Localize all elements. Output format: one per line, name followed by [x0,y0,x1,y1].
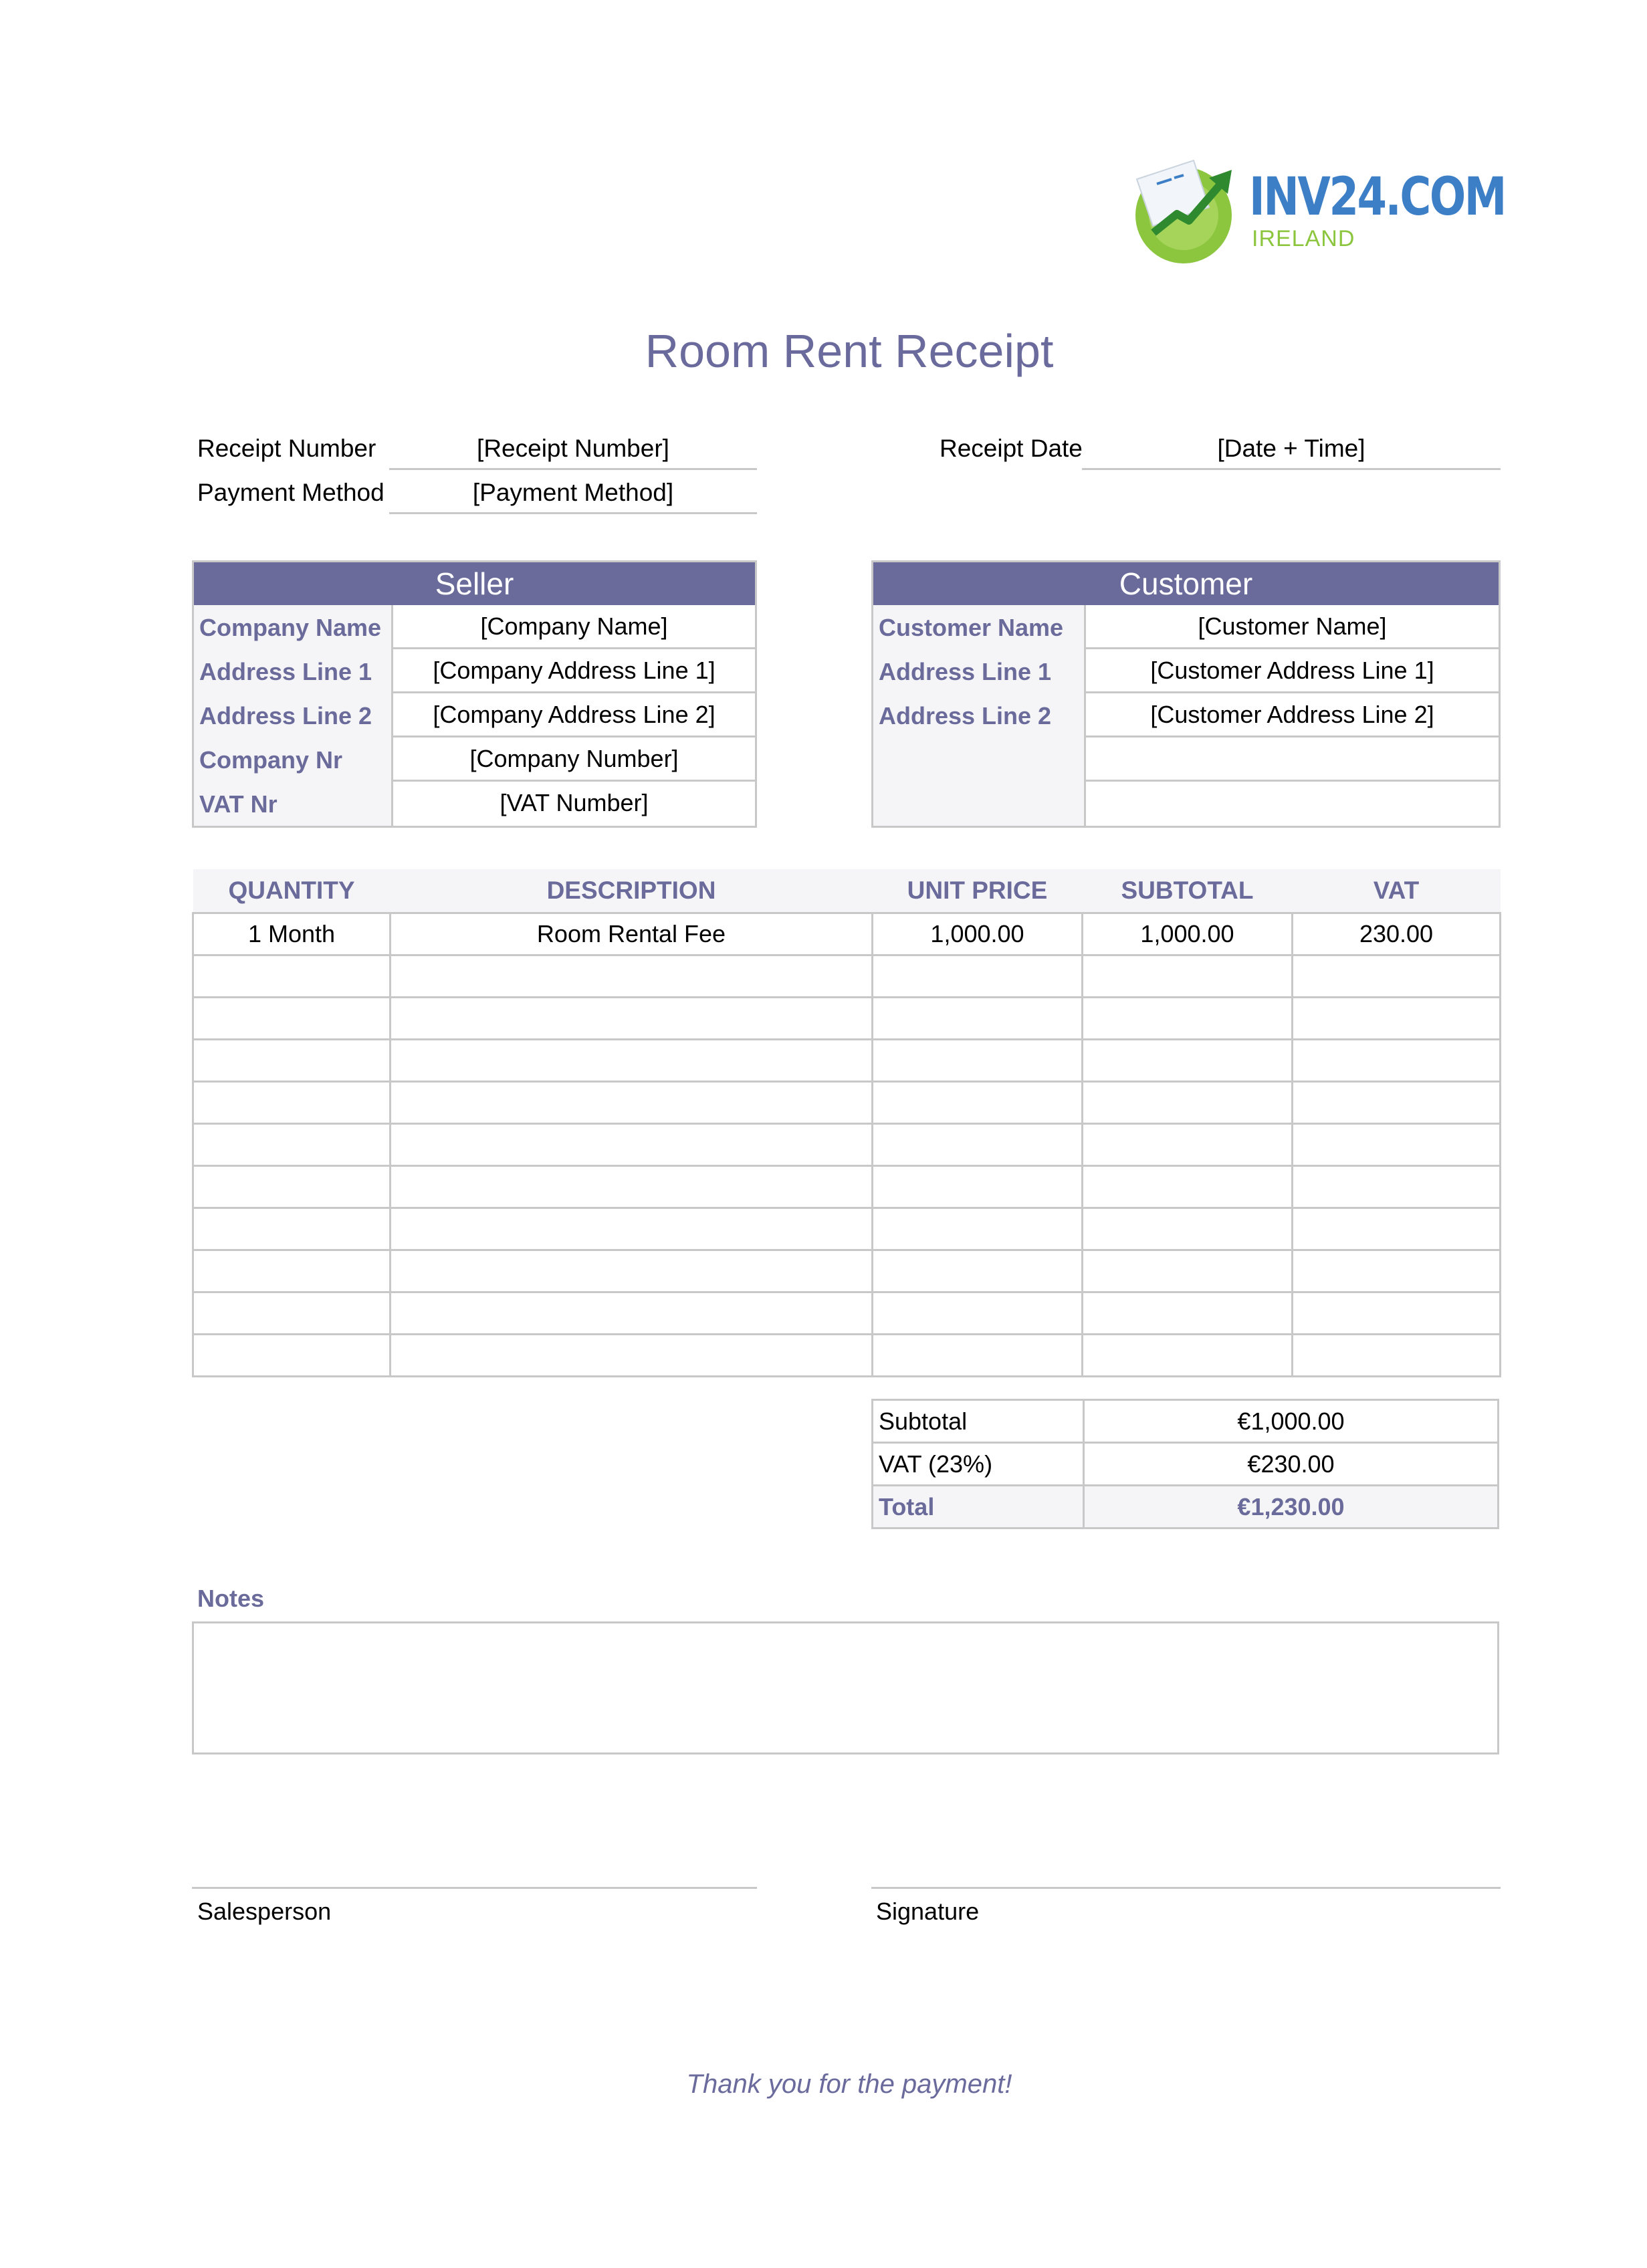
cell-description[interactable] [391,1208,873,1250]
seller-row-value[interactable]: [VAT Number] [391,782,755,826]
logo-icon [1130,154,1244,267]
payment-method-label: Payment Method [197,479,385,506]
seller-row-value[interactable]: [Company Address Line 1] [391,649,755,693]
cell-subtotal[interactable] [1083,1335,1293,1377]
signature-label: Signature [876,1898,980,1925]
items-body [193,913,1501,1377]
seller-row-label: VAT Nr [194,782,391,826]
seller-row-label: Address Line 1 [194,649,391,693]
table-row [193,913,1501,955]
customer-row-label [873,782,1084,826]
cell-quantity[interactable] [193,998,391,1040]
seller-row-label: Company Name [194,605,391,649]
total-value: €1,230.00 [1084,1486,1499,1528]
table-row [193,1166,1501,1208]
company-logo [1130,154,1505,267]
cell-unit-price[interactable] [873,1040,1083,1082]
receipt-date-label: Receipt Date [940,435,1083,462]
table-row [193,1208,1501,1250]
seller-panel [192,560,757,828]
seller-row-value[interactable]: [Company Name] [391,605,755,649]
table-row [193,1292,1501,1335]
cell-description[interactable] [391,1124,873,1166]
cell-vat[interactable] [1293,1082,1501,1124]
customer-row [873,605,1499,649]
items-table [192,869,1501,1377]
receipt-date-field[interactable]: [Date + Time] [1082,428,1501,470]
seller-row [194,693,755,738]
customer-heading: Customer [873,562,1499,605]
cell-quantity[interactable] [193,1335,391,1377]
table-row [193,1250,1501,1292]
col-header-quantity: QUANTITY [193,869,391,913]
seller-row [194,605,755,649]
table-row [193,1040,1501,1082]
seller-row-label: Address Line 2 [194,693,391,738]
col-header-vat: VAT [1293,869,1501,913]
cell-unit-price[interactable] [873,998,1083,1040]
payment-method-field[interactable]: [Payment Method] [389,472,757,514]
subtotal-label: Subtotal [873,1400,1084,1443]
notes-field[interactable] [192,1621,1499,1754]
customer-row-value[interactable] [1084,782,1499,826]
cell-vat[interactable] [1293,1335,1501,1377]
cell-subtotal[interactable] [1083,1250,1293,1292]
cell-subtotal[interactable] [1083,1040,1293,1082]
customer-row-label: Customer Name [873,605,1084,649]
cell-vat[interactable] [1293,1166,1501,1208]
customer-row-value[interactable] [1084,738,1499,782]
cell-quantity[interactable] [193,1208,391,1250]
seller-row-value[interactable]: [Company Number] [391,738,755,782]
customer-row-label [873,738,1084,782]
customer-row-value[interactable]: [Customer Address Line 1] [1084,649,1499,693]
cell-subtotal[interactable]: 1,000.00 [1083,913,1293,955]
customer-row-value[interactable]: [Customer Name] [1084,605,1499,649]
cell-quantity[interactable] [193,1166,391,1208]
customer-row [873,738,1499,782]
seller-row [194,649,755,693]
cell-quantity[interactable] [193,1124,391,1166]
seller-heading: Seller [194,562,755,605]
cell-unit-price[interactable] [873,1292,1083,1335]
logo-country-text: IRELAND [1252,226,1355,251]
subtotal-row [873,1400,1499,1443]
cell-description[interactable] [391,998,873,1040]
cell-subtotal[interactable] [1083,955,1293,998]
cell-description[interactable] [391,1040,873,1082]
total-label: Total [873,1486,1084,1528]
vat-row [873,1443,1499,1486]
cell-unit-price[interactable] [873,1335,1083,1377]
cell-unit-price[interactable] [873,1208,1083,1250]
receipt-number-field[interactable]: [Receipt Number] [389,428,757,470]
table-row [193,998,1501,1040]
cell-unit-price[interactable] [873,1250,1083,1292]
cell-subtotal[interactable] [1083,1124,1293,1166]
col-header-unit-price: UNIT PRICE [873,869,1083,913]
cell-vat[interactable] [1293,955,1501,998]
cell-vat[interactable]: 230.00 [1293,913,1501,955]
cell-subtotal[interactable] [1083,1292,1293,1335]
thank-you-message: Thank you for the payment! [686,2069,1012,2099]
total-row [873,1486,1499,1528]
cell-subtotal[interactable] [1083,1166,1293,1208]
table-row [193,1124,1501,1166]
cell-description[interactable] [391,1292,873,1335]
cell-vat[interactable] [1293,1250,1501,1292]
salesperson-label: Salesperson [197,1898,332,1925]
table-row [193,1335,1501,1377]
cell-quantity[interactable] [193,1292,391,1335]
cell-description[interactable]: Room Rental Fee [391,913,873,955]
receipt-number-label: Receipt Number [197,435,376,462]
seller-row [194,738,755,782]
totals-table [871,1399,1499,1529]
salesperson-line[interactable] [192,1887,757,1889]
col-header-subtotal: SUBTOTAL [1083,869,1293,913]
cell-quantity[interactable] [193,1040,391,1082]
signature-line[interactable] [871,1887,1501,1889]
customer-row-label: Address Line 1 [873,649,1084,693]
cell-unit-price[interactable] [873,1166,1083,1208]
customer-row [873,693,1499,738]
seller-row [194,782,755,826]
vat-value: €230.00 [1084,1443,1499,1486]
table-row [193,1082,1501,1124]
items-header-row [193,869,1501,913]
cell-description[interactable] [391,955,873,998]
customer-row [873,782,1499,826]
col-header-description: DESCRIPTION [391,869,873,913]
cell-vat[interactable] [1293,1208,1501,1250]
cell-unit-price[interactable] [873,1082,1083,1124]
table-row [193,955,1501,998]
subtotal-value: €1,000.00 [1084,1400,1499,1443]
customer-row-label: Address Line 2 [873,693,1084,738]
notes-label: Notes [197,1585,265,1612]
cell-vat[interactable] [1293,1124,1501,1166]
customer-row-value[interactable]: [Customer Address Line 2] [1084,693,1499,738]
customer-row [873,649,1499,693]
cell-vat[interactable] [1293,1292,1501,1335]
cell-quantity[interactable]: 1 Month [193,913,391,955]
customer-panel [871,560,1501,828]
cell-vat[interactable] [1293,1040,1501,1082]
cell-description[interactable] [391,1335,873,1377]
cell-subtotal[interactable] [1083,1208,1293,1250]
seller-row-value[interactable]: [Company Address Line 2] [391,693,755,738]
page-title: Room Rent Receipt [645,325,1054,377]
cell-unit-price[interactable]: 1,000.00 [873,913,1083,955]
cell-quantity[interactable] [193,1250,391,1292]
cell-unit-price[interactable] [873,955,1083,998]
cell-description[interactable] [391,1250,873,1292]
cell-quantity[interactable] [193,1082,391,1124]
vat-label: VAT (23%) [873,1443,1084,1486]
cell-quantity[interactable] [193,955,391,998]
cell-subtotal[interactable] [1083,998,1293,1040]
cell-description[interactable] [391,1082,873,1124]
seller-row-label: Company Nr [194,738,391,782]
cell-vat[interactable] [1293,998,1501,1040]
cell-subtotal[interactable] [1083,1082,1293,1124]
logo-brand-text: INV24.COM [1249,167,1505,227]
cell-unit-price[interactable] [873,1124,1083,1166]
cell-description[interactable] [391,1166,873,1208]
